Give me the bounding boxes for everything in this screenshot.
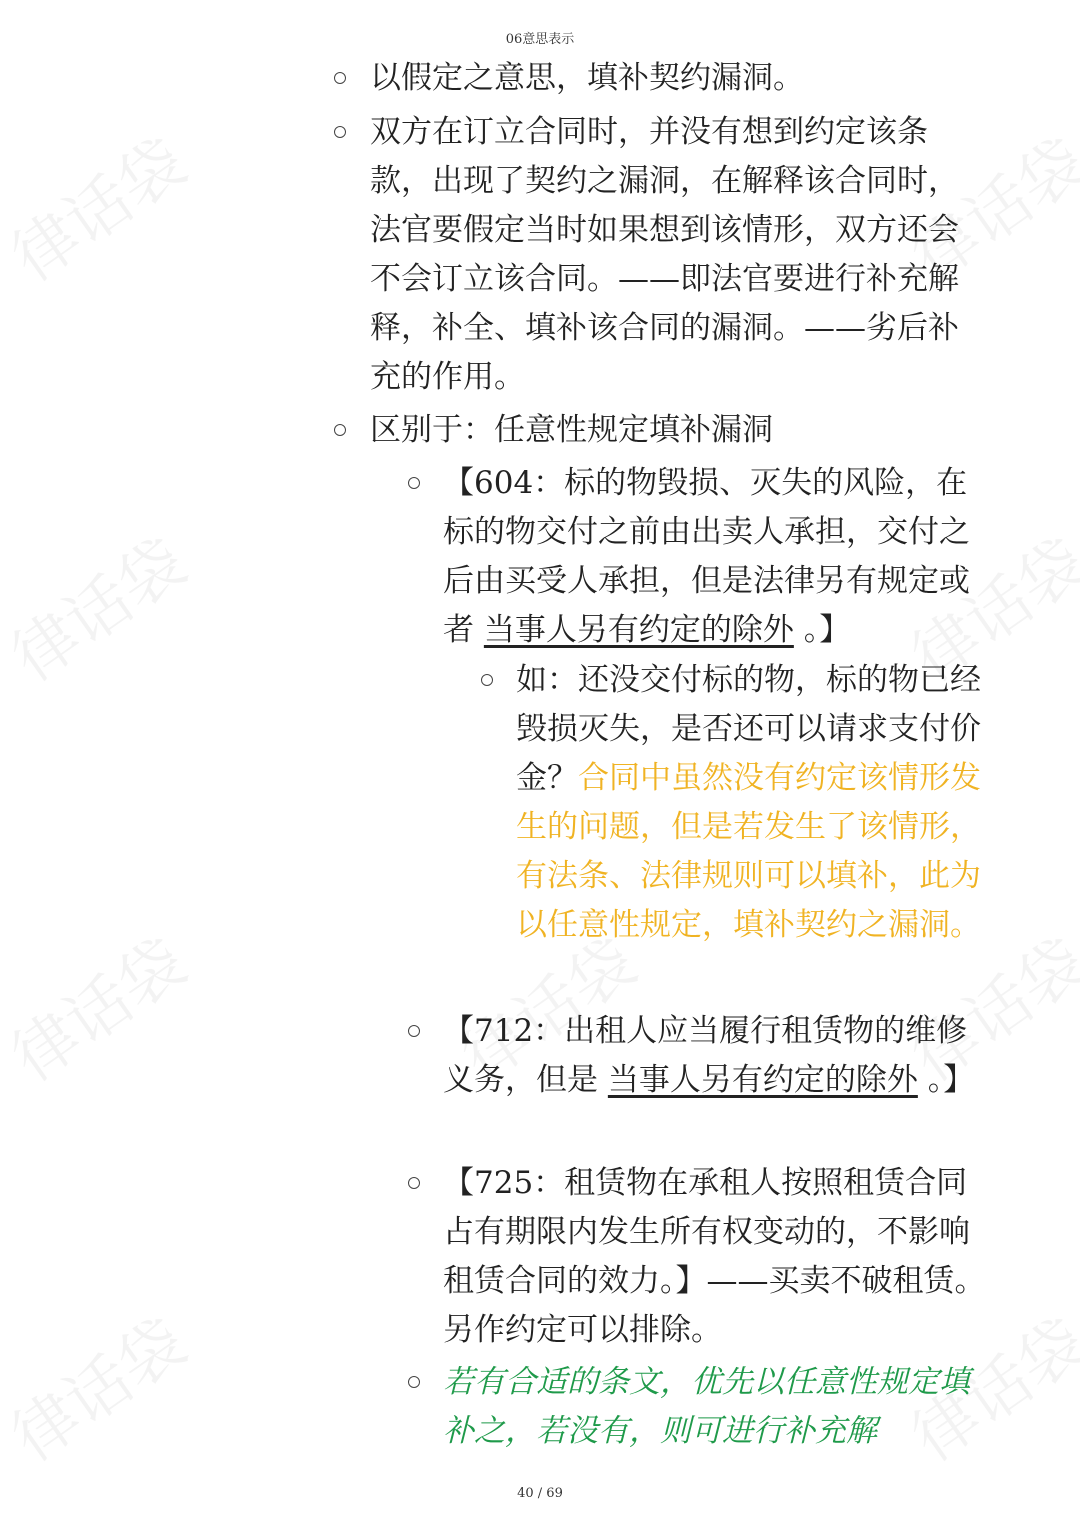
list-item xyxy=(0,406,1080,456)
highlighted-answer-text: 合同中虽然没有约定该情形发生的问题，但是若发生了该情形，有法条、法律规则可以填补，此为以任意性规定，填补契约之漏洞。 xyxy=(516,760,981,943)
underlined-text: 当事人另有约定的除外 xyxy=(607,1062,918,1098)
page-header: 06意思表示 xyxy=(505,32,575,47)
circle-bullet-icon xyxy=(334,126,346,138)
circle-bullet-icon xyxy=(334,72,346,84)
circle-bullet-icon xyxy=(408,477,420,489)
list-item xyxy=(0,1358,1080,1458)
list-item-text: 双方在订立合同时，并没有想到约定该条款，出现了契约之漏洞，在解释该合同时，法官要假定当时如果想到该情形，双方还会不会订立该合同。——即法官要进行补充解释，补全、填补该合同的漏洞。——劣后补充的作用。 xyxy=(370,114,959,395)
list-item xyxy=(0,1007,1080,1157)
article-712-text: 【712：出租人应当履行租赁物的维修义务，但是 xyxy=(443,1013,968,1098)
circle-bullet-icon xyxy=(408,1376,420,1388)
circle-bullet-icon xyxy=(408,1025,420,1037)
list-item-text xyxy=(443,1007,993,1105)
list-item-text xyxy=(516,656,986,950)
list-item-text: 区别于：任意性规定填补漏洞 xyxy=(370,412,773,448)
closing-text: 。】 xyxy=(917,1062,975,1098)
page-number: 40 / 69 xyxy=(517,1486,563,1501)
list-item xyxy=(0,54,1080,104)
article-604-text: 【604：标的物毁损、灭失的风险，在标的物交付之前由出卖人承担，交付之后由买受人承担，但是法律另有规定或者 xyxy=(443,465,970,648)
list-item-text xyxy=(443,459,993,655)
circle-bullet-icon xyxy=(408,1177,420,1189)
closing-text: 。】 xyxy=(793,612,851,648)
list-item xyxy=(0,1159,1080,1359)
list-item xyxy=(0,108,1080,408)
question-text: 如：还没交付标的物，标的物已经毁损灭失，是否还可以请求支付价金？ xyxy=(516,662,981,796)
list-item xyxy=(0,459,1080,659)
green-note-text: 若有合适的条文，优先以任意性规定填补之，若没有，则可进行补充解 xyxy=(443,1364,970,1449)
list-item-text: 【725：租赁物在承租人按照租赁合同占有期限内发生所有权变动的，不影响租赁合同的效力。】——买卖不破租赁。另作约定可以排除。 xyxy=(443,1165,986,1348)
underlined-text: 当事人另有约定的除外 xyxy=(483,612,794,648)
circle-bullet-icon xyxy=(334,424,346,436)
list-item xyxy=(0,656,1080,1001)
list-item-text: 以假定之意思，填补契约漏洞。 xyxy=(370,60,804,96)
circle-bullet-icon xyxy=(481,674,493,686)
